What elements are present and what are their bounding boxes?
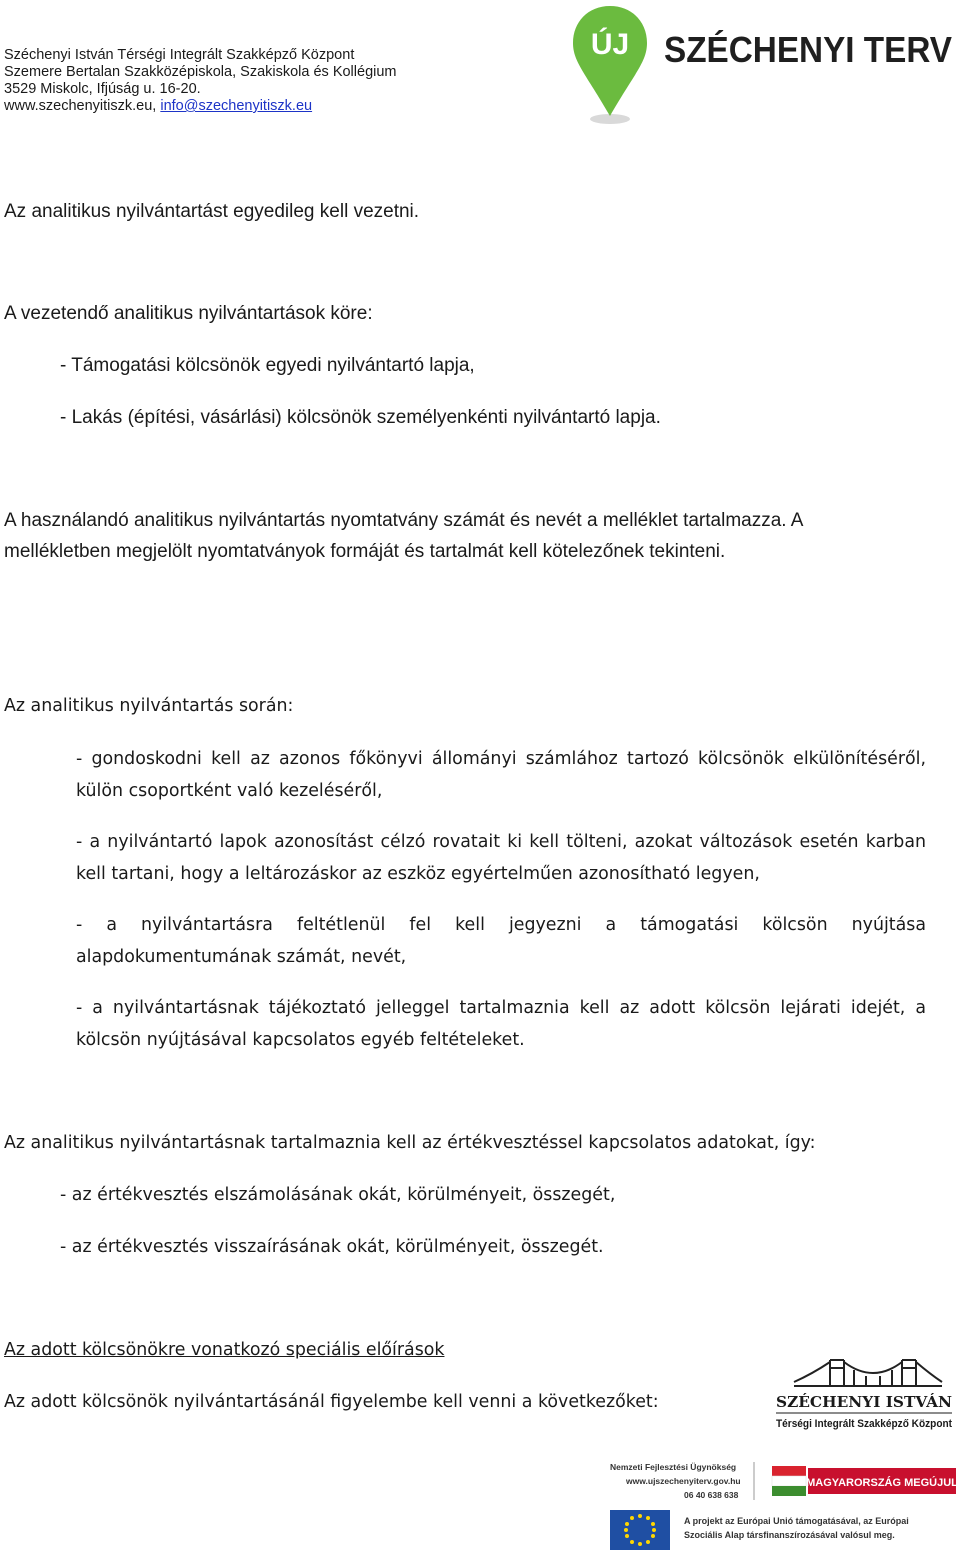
school-subname-line: Szemere Bertalan Szakközépiskola, Szakiskola és Kollégium xyxy=(4,64,397,80)
email-link[interactable]: info@szechenyitiszk.eu xyxy=(160,98,313,114)
website-text: www.szechenyitiszk.eu, xyxy=(4,98,157,114)
school-contact-header xyxy=(4,47,397,115)
form-paragraph-line-2: mellékletben megjelölt nyomtatványok formáját és tartalmát kell kötelezőnek tekinteni. xyxy=(4,541,726,562)
process-item-2: - a nyilvántartó lapok azonosítást célzó rovatait ki kell tölteni, azokat változások esetén karban kell tartani, hogy a leltározáskor az eszköz egyértelműen azonosítható legyen, xyxy=(76,832,926,884)
school-address-line: 3529 Miskolc, Ifjúság u. 16-20. xyxy=(4,81,201,97)
scope-intro: A vezetendő analitikus nyilvántartások köre: xyxy=(4,303,373,324)
szechenyi-istvan-logo xyxy=(772,1352,956,1432)
agency-web: www.ujszechenyiterv.gov.hu xyxy=(626,1476,741,1486)
paragraph-1: Az analitikus nyilvántartást egyedileg kell vezetni. xyxy=(4,201,420,222)
impairment-intro: Az analitikus nyilvántartásnak tartalmaznia kell az értékvesztéssel kapcsolatos adatokat, így: xyxy=(4,1133,816,1153)
scope-item-2: - Lakás (építési, vásárlási) kölcsönök személyenkénti nyilvántartó lapja. xyxy=(60,407,661,428)
eu-flag-icon xyxy=(610,1510,670,1550)
logo-szi-subtitle: Térségi Integrált Szakképző Központ xyxy=(776,1418,953,1430)
impairment-item-2: - az értékvesztés visszaírásának okát, körülményeit, összegét. xyxy=(60,1237,604,1257)
process-item-1: - gondoskodni kell az azonos főkönyvi állományi számlához tartozó kölcsönök elkülönítéséről, külön csoportként való kezeléséről, xyxy=(76,749,926,801)
process-item-4: - a nyilvántartásnak tájékoztató jelleggel tartalmaznia kell az adott kölcsön lejárati idejét, a kölcsön nyújtásával kapcsolatos egyéb feltételeket. xyxy=(76,998,926,1050)
logo-title-text: SZÉCHENYI TERV xyxy=(664,29,952,70)
eu-funding-text-2: Szociális Alap társfinanszírozásával valósul meg. xyxy=(684,1530,895,1540)
agency-name: Nemzeti Fejlesztési Ügynökség xyxy=(610,1462,737,1472)
process-item-3: - a nyilvántartásra feltétlenül fel kell jegyezni a támogatási kölcsön nyújtása alapdokumentumának számát, nevét, xyxy=(76,915,926,967)
section-heading: Az adott kölcsönökre vonatkozó speciális előírások xyxy=(4,1340,445,1360)
footer-funding-logos xyxy=(604,1458,958,1558)
process-intro: Az analitikus nyilvántartás során: xyxy=(4,696,294,716)
school-web-line xyxy=(4,98,397,115)
form-paragraph-line-1: A használandó analitikus nyilvántartás nyomtatvány számát és nevét a melléklet tartalmazza. A xyxy=(4,510,804,531)
impairment-item-1: - az értékvesztés elszámolásának okát, körülményeit, összegét, xyxy=(60,1185,616,1205)
logo-szi-title: SZÉCHENYI ISTVÁN xyxy=(776,1393,953,1411)
section-text: Az adott kölcsönök nyilvántartásánál figyelembe kell venni a következőket: xyxy=(4,1392,659,1412)
agency-phone: 06 40 638 638 xyxy=(684,1490,739,1500)
hungary-banner-text: MAGYARORSZÁG MEGÚJUL xyxy=(806,1477,958,1489)
chain-bridge-icon xyxy=(794,1360,942,1386)
uj-szechenyi-terv-logo xyxy=(570,2,955,127)
logo-badge-text: ÚJ xyxy=(590,28,630,61)
school-name-line: Széchenyi István Térségi Integrált Szakképző Központ xyxy=(4,47,355,63)
eu-funding-text-1: A projekt az Európai Unió támogatásával, az Európai xyxy=(684,1516,909,1526)
scope-item-1: - Támogatási kölcsönök egyedi nyilvántartó lapja, xyxy=(60,355,475,376)
hungarian-flag-icon xyxy=(772,1466,806,1496)
